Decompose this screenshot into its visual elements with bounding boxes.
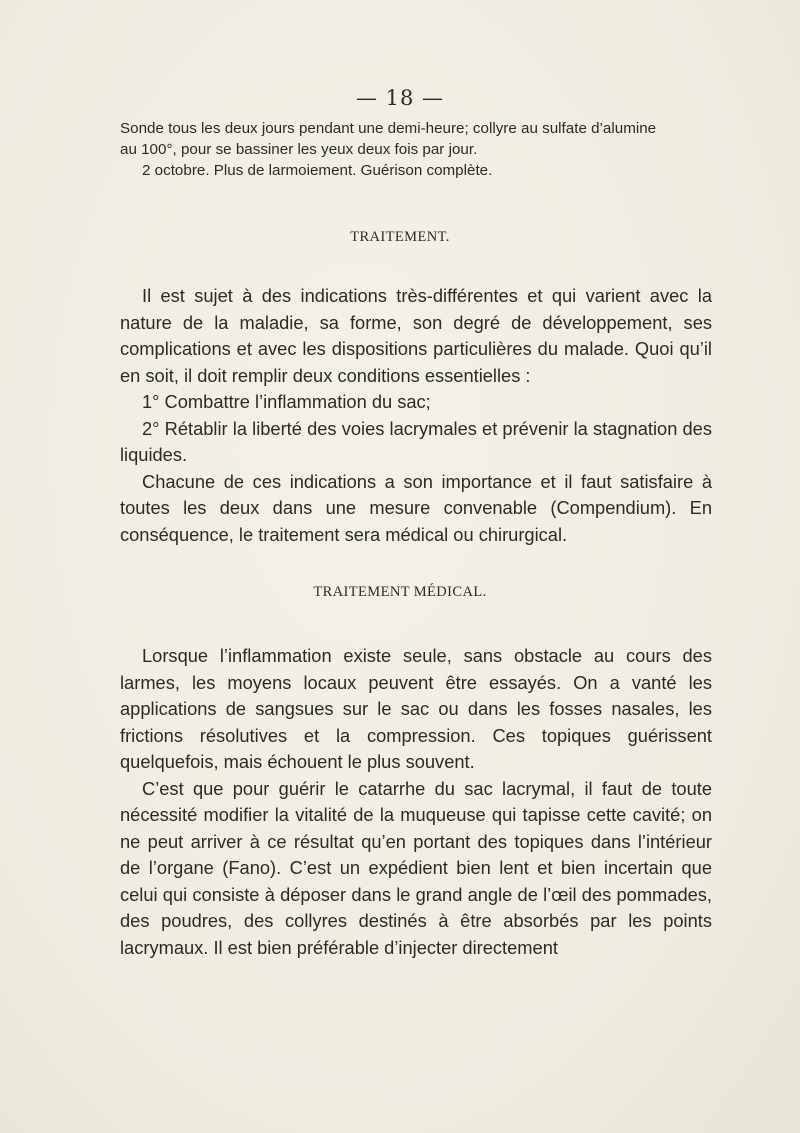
paragraph: C’est que pour guérir le catarrhe du sac lacrymal, il faut de toute nécessité modifier la vitalité de la muqueuse qui tapisse cette cavité; on ne peut arriver à ce résultat qu’en portant des topiques dans l’intérieur de l’organe (Fano). C’est un expédient bien lent et bien incertain que celui qui consiste à déposer dans le grand angle de l’œil des pommades, des poudres, des collyres destinés à être absorbés par les points lacrymaux. Il est bien préférable d’injecter directement (120, 777, 712, 958)
paragraph: Il est sujet à des indications très-différentes et qui varient avec la nature de la maladie, sa forme, son degré de développement, ses complications et avec les dispositions particulières du malade. Quoi qu’il en soit, il doit remplir deux conditions essentielles : (120, 285, 712, 386)
list-item: 2° Rétablir la liberté des voies lacrymales et prévenir la stagnation des liquides. (120, 417, 712, 465)
case-note-line: 2 octobre. Plus de larmoiement. Guérison complète. (142, 162, 493, 179)
paragraph: Lorsque l’inflammation existe seule, sans obstacle au cours des larmes, les moyens locaux peuvent être essayés. On a vanté les applications de sangsues sur le sac ou dans les fosses nasales, les frictions résolutives et la compression. Ces topiques guérissent quelquefois, mais échouent le plus souvent. (120, 645, 712, 772)
section-body-traitement-medical (120, 643, 712, 961)
case-note-line: Sonde tous les deux jours pendant une demi-heure; collyre au sulfate d’alumine (120, 120, 657, 137)
page-number: — 18 — (355, 86, 445, 110)
paragraph: Chacune de ces indications a son importance et il faut satisfaire à toutes les deux dans une mesure convenable (Compendium). En conséquence, le traitement sera médical ou chirurgical. (120, 470, 712, 545)
case-note-line: au 100°, pour se bassiner les yeux deux fois par jour. (120, 141, 478, 158)
case-note (120, 118, 720, 181)
list-item: 1° Combattre l’inflammation du sac; (142, 391, 431, 412)
section-body-traitement (120, 283, 712, 548)
section-heading-traitement: TRAITEMENT. (350, 229, 450, 245)
section-heading-traitement-medical: TRAITEMENT MÉDICAL. (313, 584, 487, 600)
